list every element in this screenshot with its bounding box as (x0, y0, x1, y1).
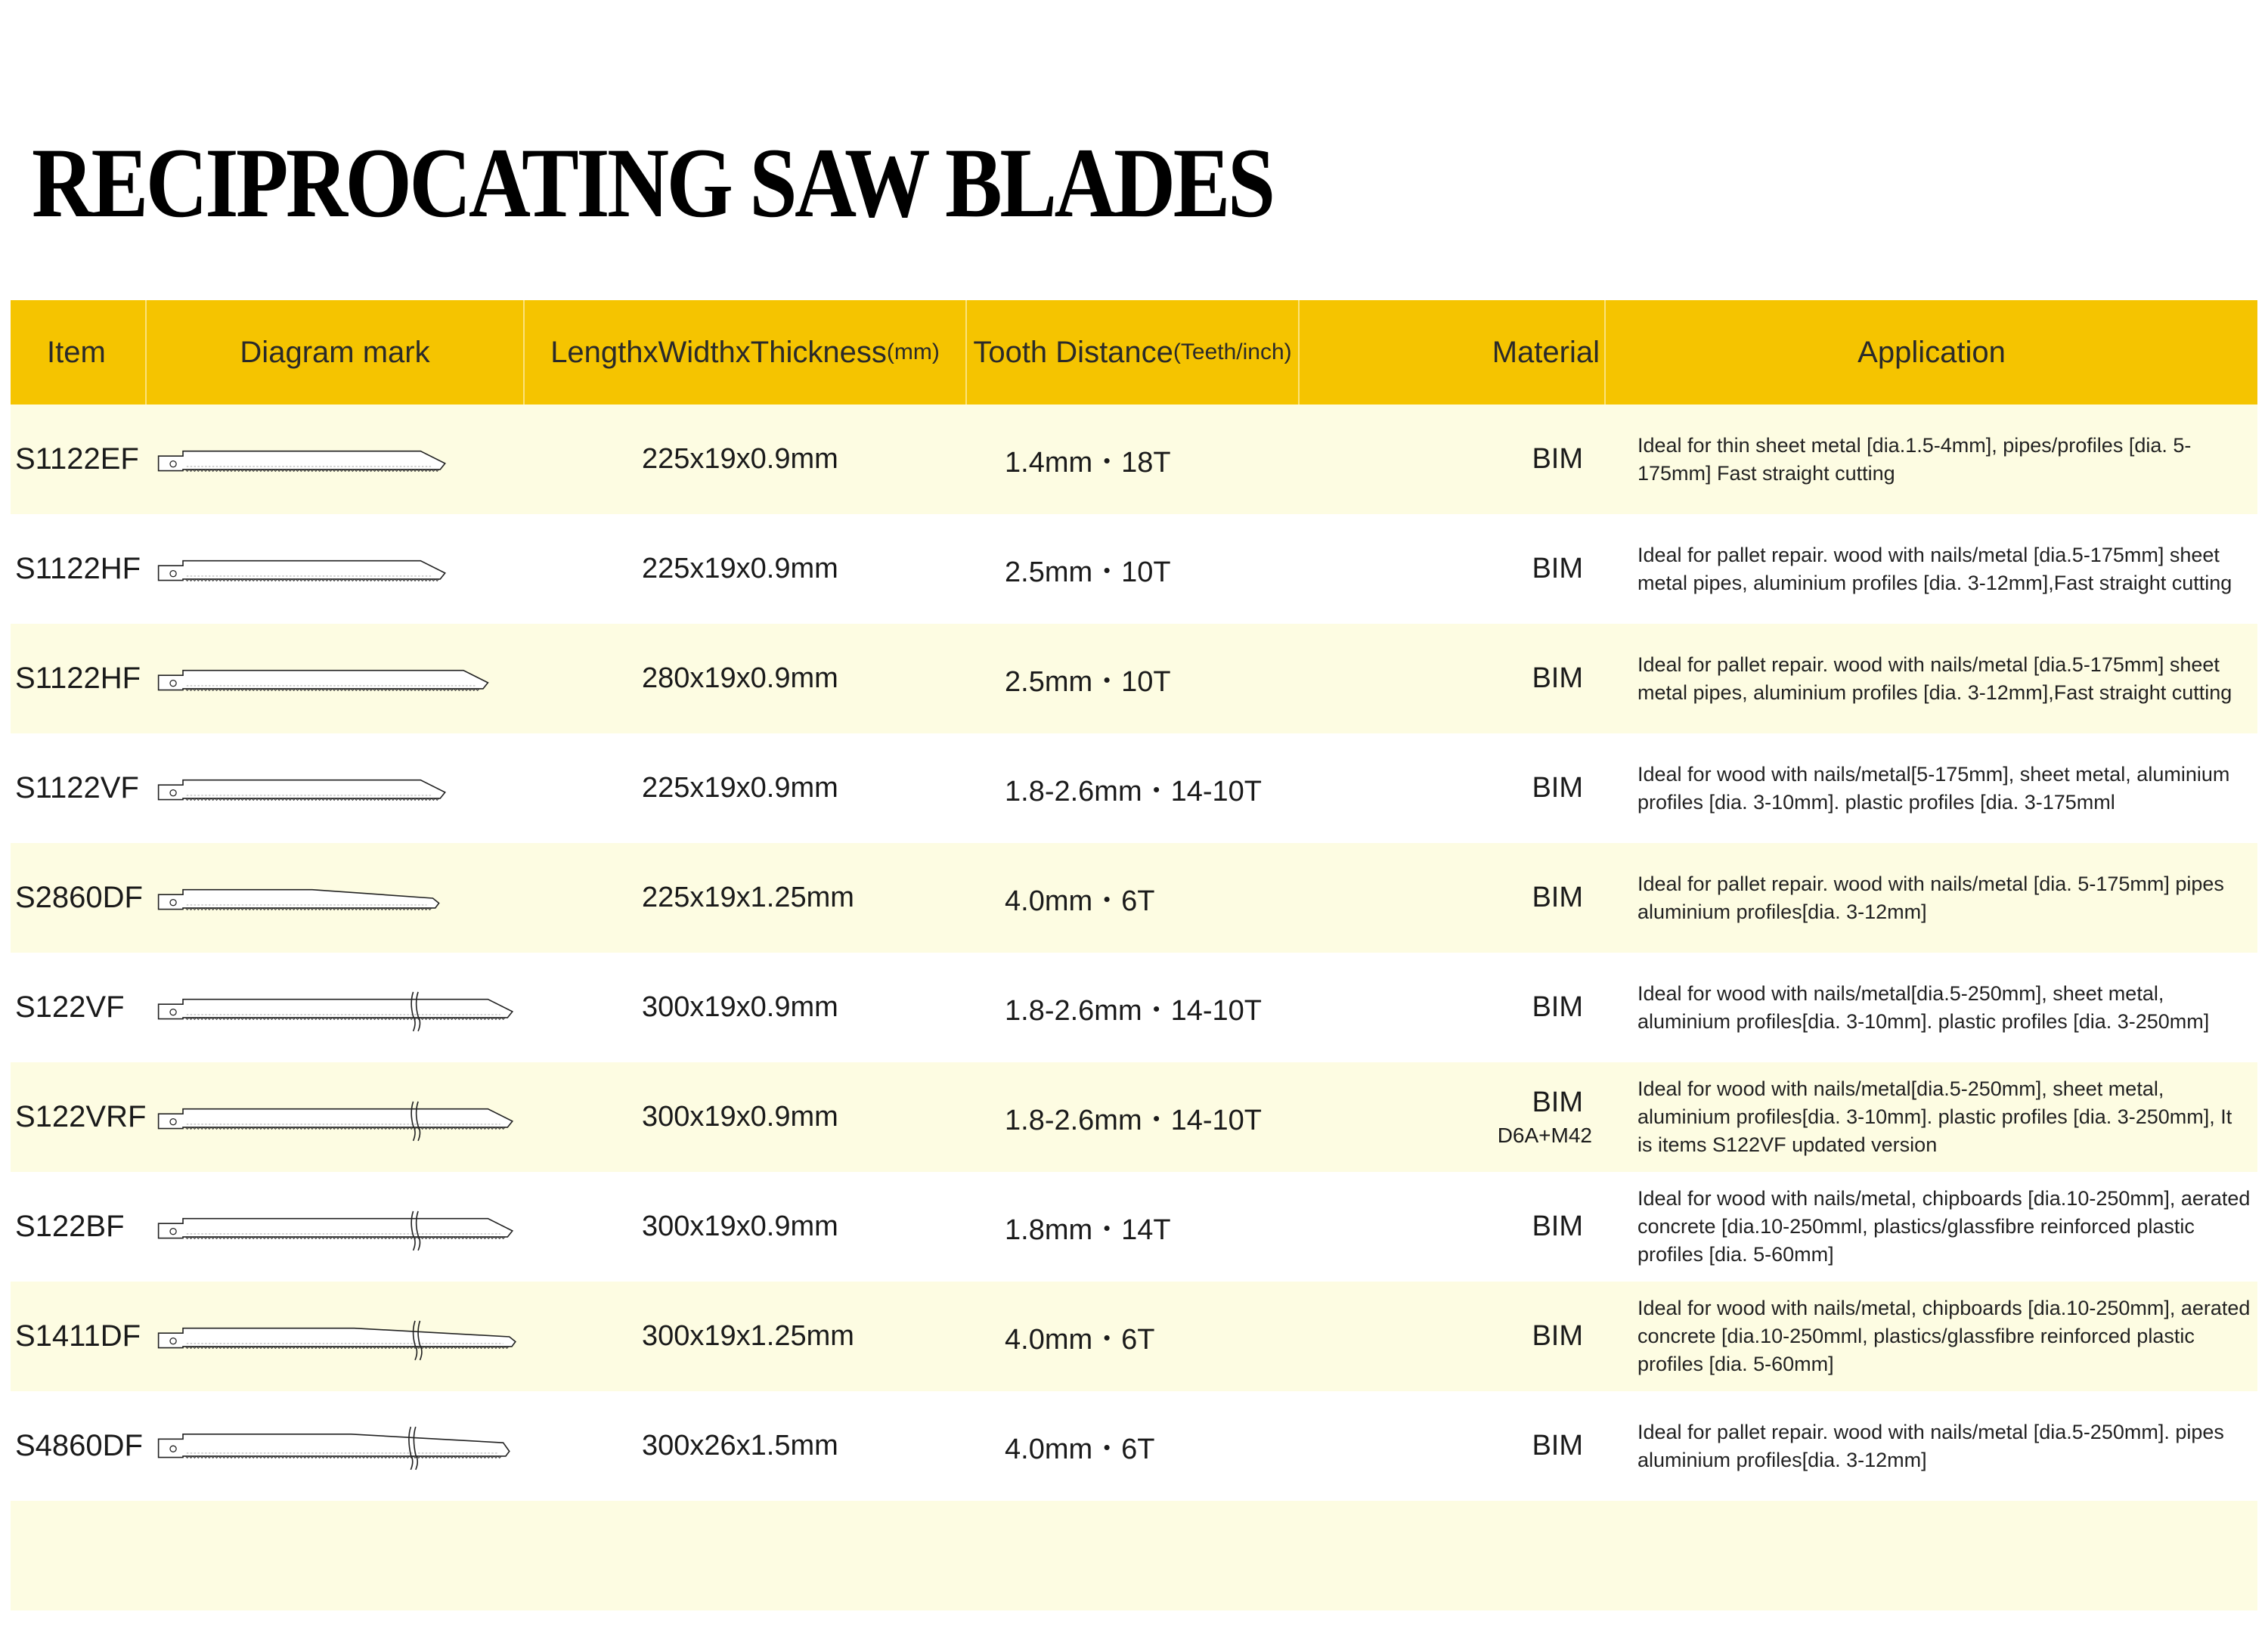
dimensions: 280x19x0.9mm (642, 662, 838, 694)
material-cell (1300, 1391, 1606, 1501)
material: BIM (1532, 1320, 1583, 1352)
table-row (11, 1282, 2257, 1391)
tooth-distance: 4.0mm・6T (1005, 1434, 1155, 1465)
table-row (11, 953, 2257, 1062)
diagram-cell (147, 1172, 525, 1282)
tooth-distance: 1.8-2.6mm・14-10T (1005, 776, 1263, 808)
header-diagram: Diagram mark (147, 300, 525, 405)
material-cell (1300, 514, 1606, 624)
tooth-distance: 4.0mm・6T (1005, 1324, 1155, 1356)
application: Ideal for pallet repair. wood with nails/metal [dia.5-175mm] sheet metal pipes, aluminium profiles [dia. 3-12mm],Fast straight cutting (1637, 543, 2232, 594)
saw-blade-diagram (157, 1416, 525, 1477)
saw-blade-diagram (157, 978, 525, 1038)
material: BIM (1532, 1086, 1583, 1118)
item-code: S1411DF (15, 1319, 141, 1353)
tooth-distance: 2.5mm・10T (1005, 666, 1171, 698)
saw-blade-diagram (157, 649, 525, 709)
application: Ideal for thin sheet metal [dia.1.5-4mm], pipes/profiles [dia. 5-175mm] Fast straight cutting (1637, 433, 2192, 485)
dimensions: 300x19x0.9mm (642, 1210, 838, 1242)
dimensions: 225x19x0.9mm (642, 443, 838, 475)
item-code: S122VRF (15, 1100, 147, 1133)
material-sub: D6A+M42 (1497, 1124, 1592, 1147)
saw-blade-diagram (157, 1197, 525, 1257)
material: BIM (1532, 662, 1583, 694)
header-application: Application (1857, 335, 2006, 369)
material-cell (1300, 733, 1606, 843)
header-dimensions-unit: (mm) (886, 339, 940, 364)
table-body (11, 405, 2257, 1501)
product-table (11, 300, 2257, 1610)
diagram-cell (147, 1282, 525, 1391)
material: BIM (1532, 991, 1583, 1023)
diagram-cell (147, 1391, 525, 1501)
material-cell (1300, 1172, 1606, 1282)
table-row (11, 514, 2257, 624)
diagram-cell (147, 953, 525, 1062)
table-row (11, 733, 2257, 843)
material: BIM (1532, 882, 1583, 913)
dimensions: 300x19x0.9mm (642, 1101, 838, 1133)
header-tooth-unit: (Teeth/inch) (1173, 339, 1292, 364)
item-code: S122VF (15, 990, 125, 1024)
material-cell (1300, 1062, 1606, 1172)
application: Ideal for pallet repair. wood with nails/metal [dia.5-250mm]. pipes aluminium profiles[dia. 3-12mm] (1637, 1420, 2224, 1471)
application: Ideal for pallet repair. wood with nails/metal [dia. 5-175mm] pipes aluminium profiles[dia. 3-12mm] (1637, 872, 2224, 923)
dimensions: 225x19x0.9mm (642, 553, 838, 584)
diagram-cell (147, 733, 525, 843)
item-code: S1122HF (15, 552, 141, 585)
diagram-cell (147, 624, 525, 733)
material: BIM (1532, 443, 1583, 475)
material-cell (1300, 624, 1606, 733)
material: BIM (1532, 1430, 1583, 1462)
application: Ideal for pallet repair. wood with nails/metal [dia.5-175mm] sheet metal pipes, aluminium profiles [dia. 3-12mm],Fast straight cutting (1637, 653, 2232, 704)
dimensions: 300x26x1.5mm (642, 1430, 838, 1462)
application: Ideal for wood with nails/metal[5-175mm], sheet metal, aluminium profiles [dia. 3-10mm]. plastic profiles [dia. 3-175mml (1637, 762, 2230, 814)
saw-blade-diagram (157, 1307, 525, 1367)
header-tooth-distance (967, 300, 1300, 405)
material: BIM (1532, 553, 1583, 584)
header-item: Item (11, 300, 147, 405)
material-cell (1300, 1282, 1606, 1391)
header-tooth-label: Tooth Distance (973, 335, 1173, 369)
page-title: RECIPROCATING SAW BLADES (32, 127, 1273, 238)
table-empty-row (11, 1501, 2257, 1610)
saw-blade-diagram (157, 539, 525, 600)
tooth-distance: 2.5mm・10T (1005, 556, 1171, 588)
application: Ideal for wood with nails/metal, chipboards [dia.10-250mm], aerated concrete [dia.10-250mml, plastics/glassfibre reinforced plastic profiles [dia. 5-60mm] (1637, 1187, 2251, 1266)
tooth-distance: 1.4mm・18T (1005, 447, 1171, 479)
application: Ideal for wood with nails/metal, chipboards [dia.10-250mm], aerated concrete [dia.10-250mml, plastics/glassfibre reinforced plastic profiles [dia. 5-60mm] (1637, 1297, 2251, 1375)
item-code: S4860DF (15, 1429, 143, 1462)
dimensions: 300x19x1.25mm (642, 1320, 854, 1352)
table-row (11, 405, 2257, 514)
tooth-distance: 4.0mm・6T (1005, 885, 1155, 917)
table-row (11, 1062, 2257, 1172)
table-row (11, 624, 2257, 733)
application: Ideal for wood with nails/metal[dia.5-250mm], sheet metal, aluminium profiles[dia. 3-10mm]. plastic profiles [dia. 3-250mm] (1637, 981, 2210, 1033)
item-code: S1122HF (15, 662, 141, 695)
saw-blade-diagram (157, 758, 525, 819)
diagram-cell (147, 1062, 525, 1172)
application: Ideal for wood with nails/metal[dia.5-250mm], sheet metal, aluminium profiles[dia. 3-10mm]. plastic profiles [dia. 3-250mm], It is items S122VF updated version (1637, 1077, 2232, 1156)
tooth-distance: 1.8-2.6mm・14-10T (1005, 1105, 1263, 1136)
item-code: S122BF (15, 1210, 125, 1243)
dimensions: 225x19x1.25mm (642, 882, 854, 913)
material: BIM (1532, 772, 1583, 804)
diagram-cell (147, 405, 525, 514)
table-row (11, 843, 2257, 953)
item-code: S2860DF (15, 881, 143, 914)
dimensions: 225x19x0.9mm (642, 772, 838, 804)
item-code: S1122VF (15, 771, 139, 804)
table-row (11, 1172, 2257, 1282)
diagram-cell (147, 514, 525, 624)
material-cell (1300, 843, 1606, 953)
table-row (11, 1391, 2257, 1501)
tooth-distance: 1.8-2.6mm・14-10T (1005, 995, 1263, 1027)
tooth-distance: 1.8mm・14T (1005, 1214, 1171, 1246)
saw-blade-diagram (157, 1087, 525, 1148)
item-code: S1122EF (15, 442, 139, 476)
material-cell (1300, 953, 1606, 1062)
table-header (11, 300, 2257, 405)
material-cell (1300, 405, 1606, 514)
dimensions: 300x19x0.9mm (642, 991, 838, 1023)
header-dimensions-label: LengthxWidthxThickness (550, 335, 887, 369)
saw-blade-diagram (157, 868, 525, 928)
header-material: Material (1300, 300, 1606, 405)
diagram-cell (147, 843, 525, 953)
header-dimensions (525, 300, 967, 405)
saw-blade-diagram (157, 429, 525, 490)
material: BIM (1532, 1210, 1583, 1242)
